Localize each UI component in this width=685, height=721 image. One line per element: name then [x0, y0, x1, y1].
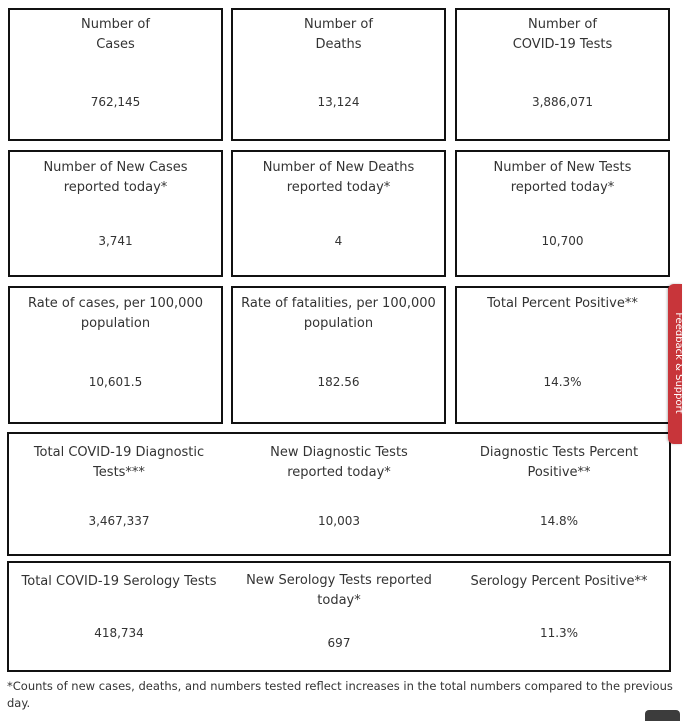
- tests-value: 3,886,071: [531, 95, 594, 109]
- serology-total-value: 418,734: [94, 626, 144, 640]
- total-percent-positive-label: Total Percent Positive**: [487, 296, 638, 311]
- fatality-rate-label: Rate of fatalities, per 100,000 population: [241, 296, 436, 331]
- new-tests-value: 10,700: [541, 234, 584, 248]
- feedback-tab-label: Feedback & Support: [673, 312, 684, 414]
- serology-new-cell: [230, 561, 448, 672]
- deaths-label: Number of Deaths: [304, 17, 373, 52]
- fatality-rate-cell: [231, 286, 446, 424]
- serology-new-label: New Serology Tests reported today*: [246, 573, 432, 608]
- new-tests-cell: [455, 150, 670, 277]
- tests-label: Number of COVID-19 Tests: [512, 17, 613, 52]
- deaths-cell: [231, 8, 446, 141]
- serology-percent-cell: [448, 561, 670, 672]
- serology-new-value: 697: [327, 636, 351, 650]
- tests-cell: [455, 8, 670, 141]
- new-cases-cell: [8, 150, 223, 277]
- case-rate-value: 10,601.5: [88, 375, 143, 389]
- diagnostic-percent-cell: [448, 432, 670, 556]
- new-cases-label: Number of New Cases reported today*: [43, 160, 188, 195]
- diagnostic-percent-value: 14.8%: [539, 514, 579, 528]
- new-tests-label: Number of New Tests reported today*: [493, 160, 632, 195]
- diagnostic-total-label: Total COVID-19 Diagnostic Tests***: [33, 445, 205, 480]
- diagnostic-new-cell: [230, 432, 448, 556]
- new-deaths-cell: [231, 150, 446, 277]
- fatality-rate-value: 182.56: [317, 375, 360, 389]
- case-rate-cell: [8, 286, 223, 424]
- serology-percent-value: 11.3%: [539, 626, 579, 640]
- serology-total-cell: [8, 561, 230, 672]
- deaths-value: 13,124: [317, 95, 360, 109]
- serology-percent-label: Serology Percent Positive**: [470, 574, 648, 589]
- serology-total-label: Total COVID-19 Serology Tests: [21, 574, 217, 589]
- corner-tab[interactable]: [645, 710, 680, 721]
- diagnostic-new-value: 10,003: [318, 514, 360, 528]
- cases-value: 762,145: [90, 95, 141, 109]
- new-deaths-label: Number of New Deaths reported today*: [262, 160, 415, 195]
- cases-cell: [8, 8, 223, 141]
- diagnostic-percent-label: Diagnostic Tests Percent Positive**: [479, 445, 639, 480]
- footnote: *Counts of new cases, deaths, and numbers tested reflect increases in the total numbers compared to the previous day.: [7, 679, 673, 710]
- case-rate-label: Rate of cases, per 100,000 population: [27, 296, 203, 331]
- total-percent-positive-value: 14.3%: [543, 375, 582, 389]
- feedback-tab[interactable]: [668, 284, 682, 444]
- diagnostic-total-cell: [8, 432, 230, 556]
- diagnostic-new-label: New Diagnostic Tests reported today*: [270, 445, 408, 480]
- total-percent-positive-cell: [455, 286, 670, 424]
- new-cases-value: 3,741: [98, 234, 133, 248]
- diagnostic-total-value: 3,467,337: [88, 514, 150, 528]
- cases-label: Number of Cases: [81, 17, 150, 52]
- new-deaths-value: 4: [334, 234, 343, 248]
